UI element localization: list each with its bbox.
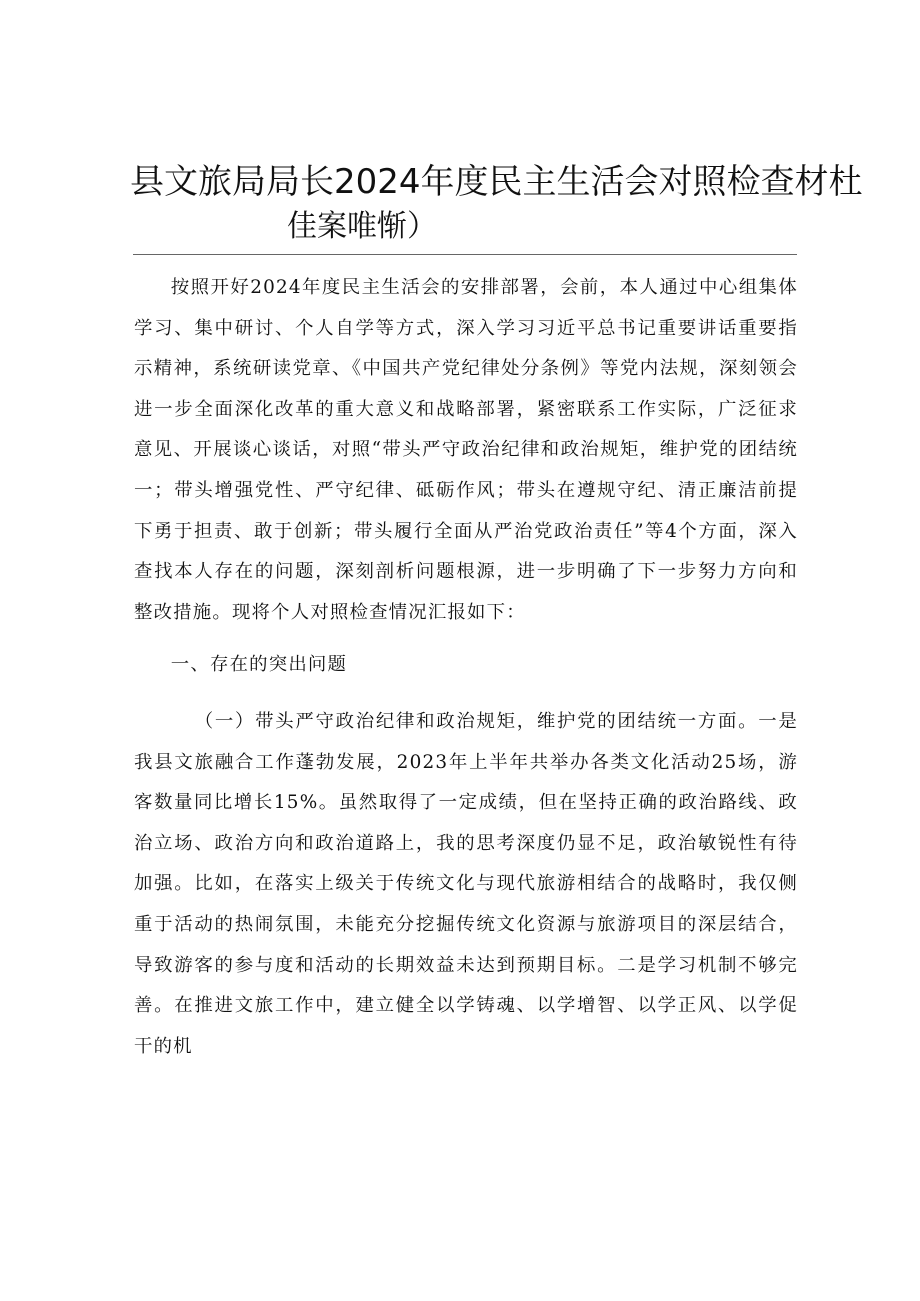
intro-paragraph: 按照开好2024年度民主生活会的安排部署，会前，本人通过中心组集体学习、集中研讨、个人自学等方式，深入学习习近平总书记重要讲话重要指示精神，系统研读党章、《中国共产党纪律处分条例》等党内法规，深刻领会进一步全面深化改革的重大意义和战略部署，紧密联系工作实际，广泛征求意见、开展谈心谈话，对照“带头严守政治纪律和政治规矩，维护党的团结统一；带头增强党性、严守纪律、砥砺作风；带头在遵规守纪、清正廉洁前提下勇于担责、敢于创新；带头履行全面从严治党政治责任”等4个方面，深入查找本人存在的问题，深刻剖析问题根源，进一步明确了下一步努力方向和整改措施。现将个人对照检查情况汇报如下： [134,277,798,623]
title-line-1: 县文旅局局长2024年度民主生活会对照检查材杜 [130,162,863,202]
section-heading-1: 一、存在的突出问题 [170,654,348,676]
section-1-paragraph-1: （一）带头严守政治纪律和政治规矩，维护党的团结统一方面。一是我县文旅融合工作蓬勃发展，2023年上半年共举办各类文化活动25场，游客数量同比增长15%。虽然取得了一定成绩，但在坚持正确的政治路线、政治立场、政治方向和政治道路上，我的思考深度仍显不足，政治敏锐性有待加强。比如，在落实上级关于传统文化与现代旅游相结合的战略时，我仅侧重于活动的热闹氛围，未能充分挖掘传统文化资源与旅游项目的深层结合，导致游客的参与度和活动的长期效益未达到预期目标。二是学习机制不够完善。在推进文旅工作中，建立健全以学铸魂、以学增智、以学正风、以学促干的机 [134,710,798,1057]
document-body [134,268,798,1067]
title-underline-divider [133,254,797,255]
document-title [130,160,863,248]
title-line-2: 佳案唯惭） [287,209,437,244]
